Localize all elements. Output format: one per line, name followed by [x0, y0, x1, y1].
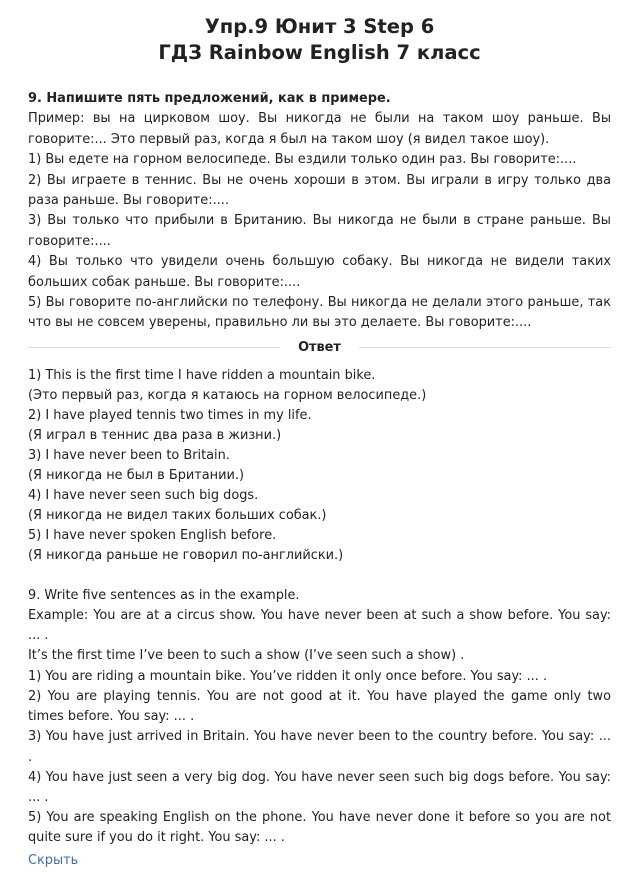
task-english	[28, 586, 611, 849]
english-example-answer: It’s the first time I’ve been to such a show (I’ve seen such a show) .	[28, 648, 465, 664]
task-item-4: 4) Вы только что увидели очень большую собаку. Вы никогда не видели таких больших собак раньше. Вы говорите:....	[28, 254, 611, 290]
task-heading: 9. Напишите пять предложений, как в примере.	[28, 91, 391, 106]
english-item-1: 1) You are riding a mountain bike. You’ve ridden it only once before. You say: ... .	[28, 668, 548, 684]
english-item-5: 5) You are speaking English on the phone. You have never done it before so you are not quite sure if you do it right. You say: ... .	[28, 810, 611, 846]
answer-translation: (Это первый раз, когда я катаюсь на горном велосипеде.)	[28, 387, 427, 403]
task-item-5: 5) Вы говорите по-английски по телефону. Вы никогда не делали этого раньше, так что вы не совсем уверены, правильно ли вы это делаете. Вы говорите:....	[28, 295, 611, 331]
answer-translation: (Я никогда раньше не говорил по-английски.)	[28, 547, 344, 563]
task-item-3: 3) Вы только что прибыли в Британию. Вы никогда не были в стране раньше. Вы говорите:....	[28, 213, 611, 249]
answer-block	[28, 366, 611, 566]
answer-divider	[28, 338, 611, 358]
answer-translation: (Я никогда не был в Британии.)	[28, 467, 244, 483]
english-item-2: 2) You are playing tennis. You are not good at it. You have played the game only two times before. You say: ... .	[28, 688, 611, 725]
answer-translation: (Я никогда не видел таких больших собак.)	[28, 507, 327, 523]
task-item-2: 2) Вы играете в теннис. Вы не очень хороши в этом. Вы играли в игру только два раза раньше. Вы говорите:....	[28, 172, 611, 209]
english-heading: 9. Write five sentences as in the example.	[28, 587, 300, 603]
answer-translation: (Я играл в теннис два раза в жизни.)	[28, 427, 282, 443]
english-example: Example: You are at a circus show. You have never been at such a show before. You say: ... .	[28, 608, 611, 644]
answer-label: Ответ	[298, 340, 341, 356]
page-title-line-2: ГДЗ Rainbow English 7 класс	[158, 41, 481, 64]
answer-line: 5) I have never spoken English before.	[28, 527, 277, 543]
hide-link[interactable]: Скрыть	[28, 852, 79, 868]
task-item-1: 1) Вы едете на горном велосипеде. Вы ездили только один раз. Вы говорите:....	[28, 152, 577, 168]
english-item-4: 4) You have just seen a very big dog. You have never seen such big dogs before. You say: ... .	[28, 769, 611, 805]
page-title-line-1: Упр.9 Юнит 3 Step 6	[204, 15, 435, 38]
task-example: Пример: вы на цирковом шоу. Вы никогда не были на таком шоу раньше. Вы говорите:... Это первый раз, когда я был на таком шоу (я видел такое шоу).	[28, 111, 611, 147]
divider-rule-right	[359, 347, 611, 348]
task-russian	[28, 89, 611, 334]
answer-line: 3) I have never been to Britain.	[28, 447, 230, 463]
answer-line: 4) I have never seen such big dogs.	[28, 487, 259, 503]
divider-rule-left	[28, 347, 280, 348]
english-item-3: 3) You have just arrived in Britain. You have never been to the country before. You say: ... .	[28, 729, 611, 765]
answer-line: 1) This is the first time I have ridden a mountain bike.	[28, 367, 376, 383]
page-title	[28, 0, 611, 66]
answer-line: 2) I have played tennis two times in my life.	[28, 407, 312, 423]
